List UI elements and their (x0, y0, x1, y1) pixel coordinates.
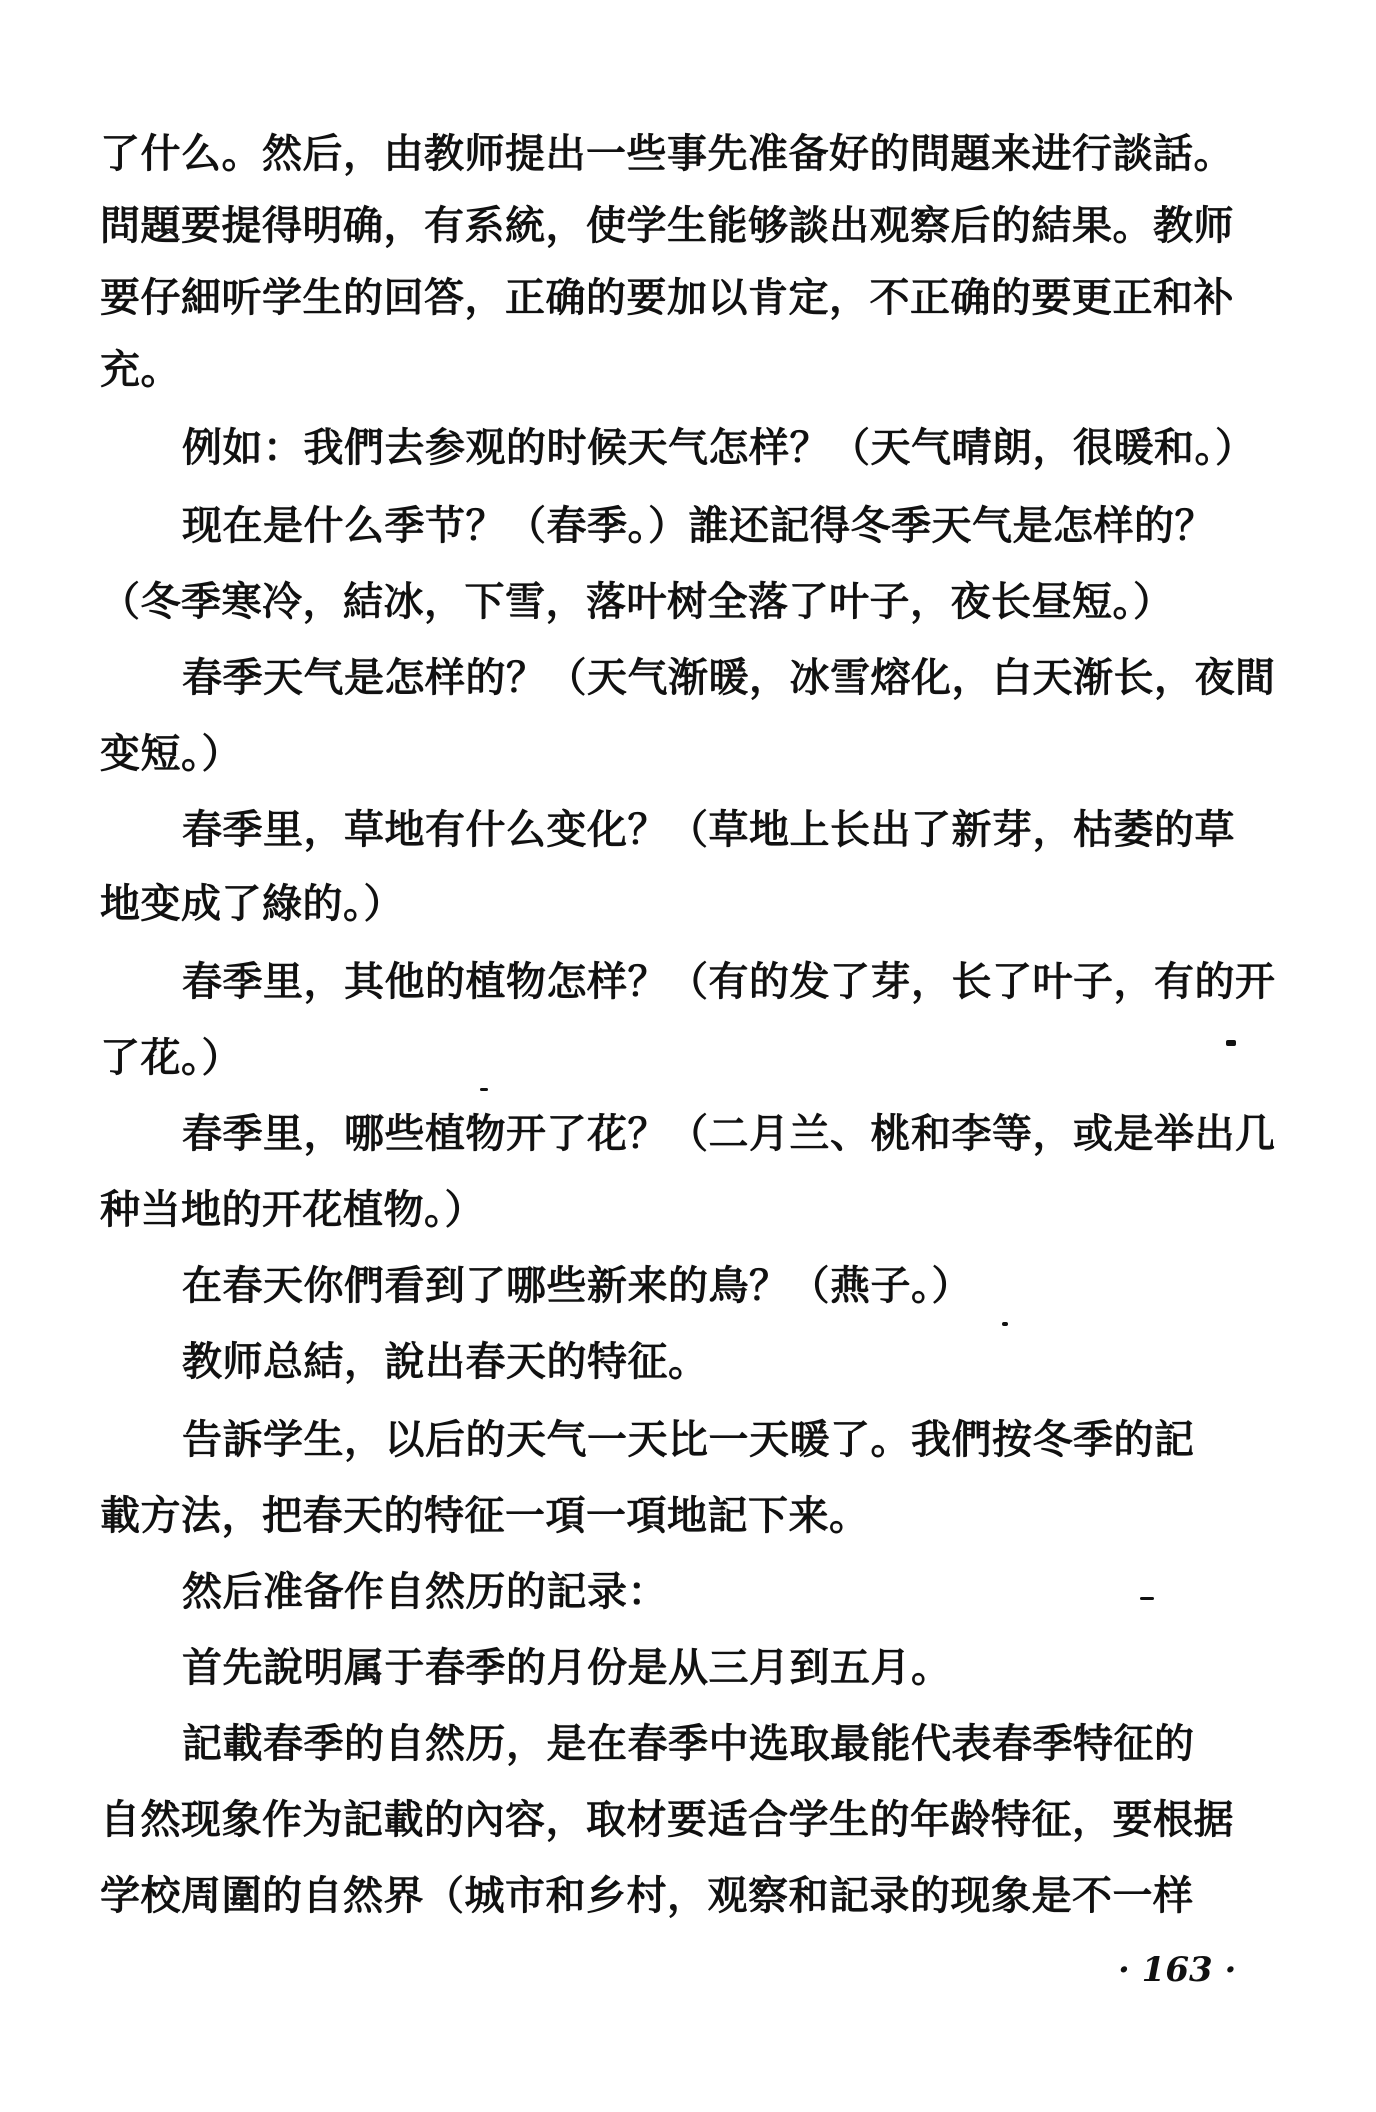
text-line: 在春天你們看到了哪些新来的鳥？（燕子。） (182, 1262, 972, 1309)
text-line: 地变成了綠的。） (100, 880, 404, 927)
scan-speck (1226, 1040, 1236, 1046)
text-line: 要仔細听学生的回答，正确的要加以肯定，不正确的要更正和补 (100, 274, 1234, 321)
page-number: · 163 · (1118, 1950, 1237, 1990)
text-line: 了花。） (100, 1034, 242, 1081)
text-line: 首先說明属于春季的月份是从三月到五月。 (182, 1644, 952, 1691)
text-line: 自然现象作为記載的內容，取材要适合学生的年龄特征，要根据 (100, 1796, 1234, 1843)
scan-speck (1002, 1322, 1008, 1326)
text-line: 种当地的开花植物。） (100, 1186, 485, 1233)
text-line: 春季里，哪些植物开了花？（二月兰、桃和李等，或是举出几 (182, 1110, 1276, 1157)
text-line: 記載春季的自然历，是在春季中选取最能代表春季特征的 (182, 1720, 1195, 1767)
text-line: 春季里，草地有什么变化？（草地上长出了新芽，枯萎的草 (182, 806, 1235, 853)
scan-speck (1140, 1597, 1154, 1600)
text-line: （冬季寒冷，結冰，下雪，落叶树全落了叶子，夜长昼短。） (100, 578, 1174, 625)
text-line: 問題要提得明确，有系統，使学生能够談出观察后的結果。教师 (100, 202, 1234, 249)
text-line: 例如：我們去参观的时候天气怎样？（天气晴朗，很暖和。） (182, 424, 1256, 471)
text-line: 春季天气是怎样的？（天气渐暖，冰雪熔化，白天渐长，夜間 (182, 654, 1276, 701)
text-line: 教师总結，說出春天的特征。 (182, 1338, 709, 1385)
text-line: 变短。） (100, 730, 242, 777)
text-line: 載方法，把春天的特征一項一項地記下来。 (100, 1492, 870, 1539)
text-line: 告訴学生，以后的天气一天比一天暖了。我們按冬季的記 (182, 1416, 1195, 1463)
text-line: 现在是什么季节？（春季。）誰还記得冬季天气是怎样的？ (182, 502, 1215, 549)
text-line: 学校周圍的自然界（城市和乡村，观察和記录的现象是不一样 (100, 1872, 1194, 1919)
text-line: 春季里，其他的植物怎样？（有的发了芽，长了叶子，有的开 (182, 958, 1276, 1005)
scan-speck (480, 1088, 488, 1091)
text-line: 了什么。然后，由教师提出一些事先准备好的問題来进行談話。 (100, 130, 1234, 177)
text-line: 充。 (100, 346, 181, 393)
text-line: 然后准备作自然历的記录： (182, 1568, 668, 1615)
